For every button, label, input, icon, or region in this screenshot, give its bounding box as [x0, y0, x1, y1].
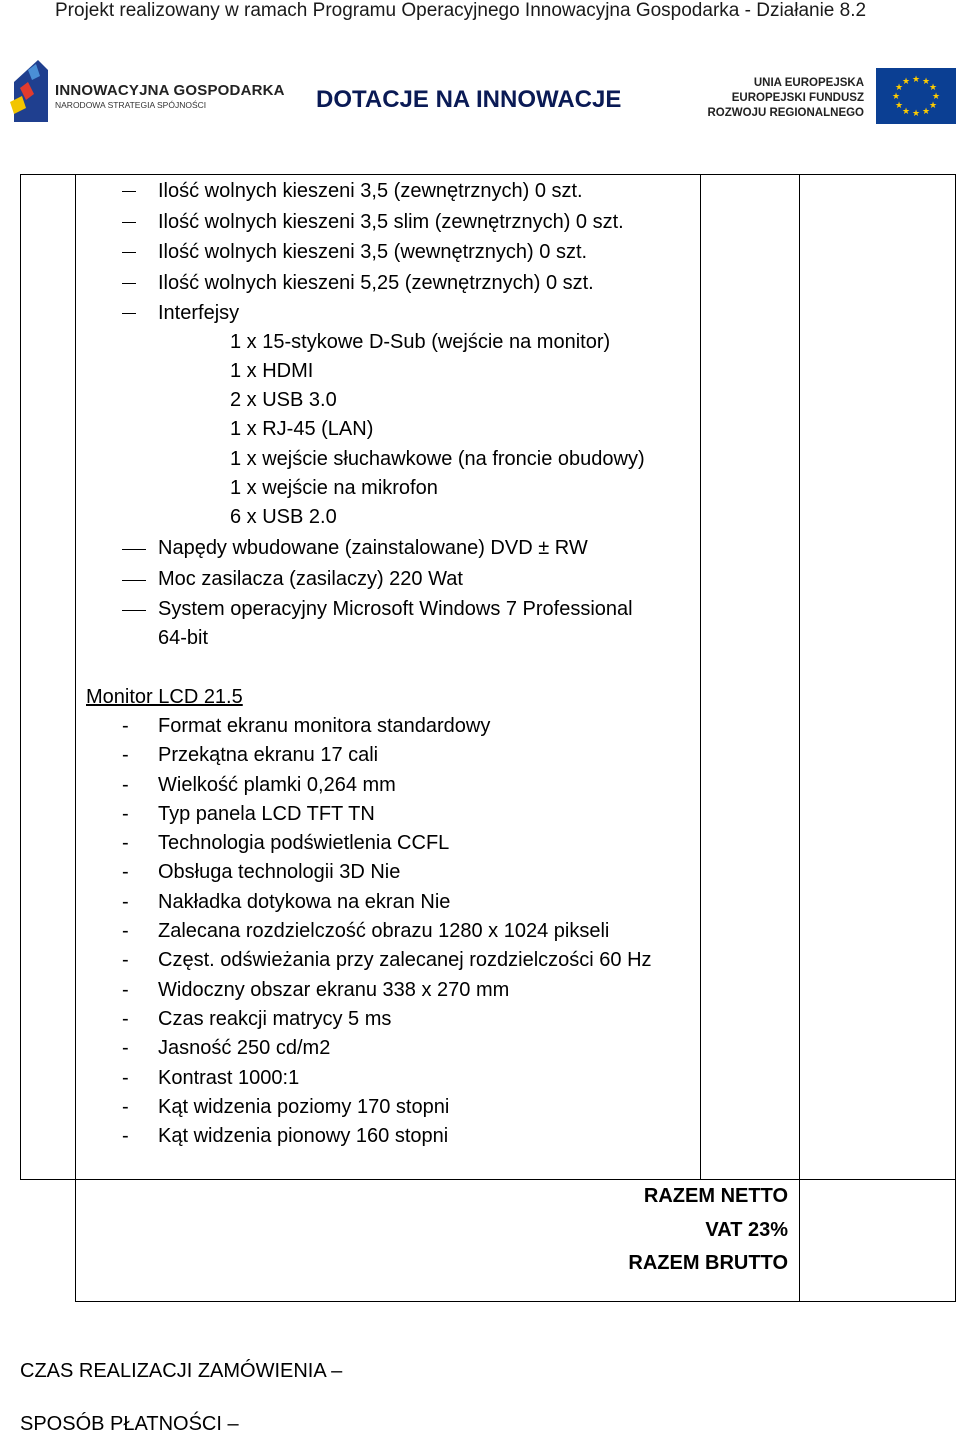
interface-item: 1 x HDMI: [230, 360, 314, 382]
monitor-item: Technologia podświetlenia CCFL: [158, 832, 450, 854]
interface-item: 1 x RJ-45 (LAN): [230, 418, 374, 440]
monitor-item: Kontrast 1000:1: [158, 1067, 300, 1089]
hyphen-bullet: -: [122, 803, 129, 825]
hyphen-bullet: -: [122, 949, 129, 971]
svg-text:★: ★: [894, 101, 904, 111]
monitor-title: Monitor LCD 21.5: [86, 686, 243, 708]
monitor-item: Przekątna ekranu 17 cali: [158, 744, 379, 766]
hyphen-bullet: -: [122, 861, 129, 883]
hyphen-bullet: -: [122, 891, 129, 913]
hyphen-bullet: -: [122, 774, 129, 796]
hyphen-bullet: -: [122, 1096, 129, 1118]
monitor-item: Kąt widzenia poziomy 170 stopni: [158, 1096, 450, 1118]
hyphen-bullet: -: [122, 715, 129, 737]
svg-text:★: ★: [911, 109, 921, 119]
table-row-divider: [20, 1179, 956, 1180]
table-col-divider-3: [799, 174, 800, 1302]
interface-item: 6 x USB 2.0: [230, 506, 337, 528]
svg-text:★: ★: [911, 75, 921, 85]
hyphen-bullet: -: [122, 1008, 129, 1030]
list-item: System operacyjny Microsoft Windows 7 Professional: [158, 598, 633, 620]
monitor-item: Kąt widzenia pionowy 160 stopni: [158, 1125, 449, 1147]
list-item: Interfejsy: [158, 302, 240, 324]
table-col-divider-1: [75, 174, 76, 1302]
total-brutto-label: RAZEM BRUTTO: [628, 1252, 788, 1274]
monitor-item: Typ panela LCD TFT TN: [158, 803, 375, 825]
program-header-line: Projekt realizowany w ramach Programu Operacyjnego Innowacyjna Gospodarka - Działanie 8.2: [55, 0, 867, 21]
left-logo-title: INNOWACYJNA GOSPODARKA: [55, 82, 285, 99]
table-top-border: [20, 174, 956, 175]
hyphen-bullet: -: [122, 979, 129, 1001]
list-item: Ilość wolnych kieszeni 3,5 (wewnętrznych) 0 szt.: [158, 241, 588, 263]
table-right-border: [955, 174, 956, 1302]
left-logo-subtitle: NARODOWA STRATEGIA SPÓJNOŚCI: [55, 100, 207, 110]
total-netto-label: RAZEM NETTO: [643, 1185, 788, 1207]
hyphen-bullet: -: [122, 1037, 129, 1059]
list-item: Ilość wolnych kieszeni 3,5 slim (zewnętrznych) 0 szt.: [158, 211, 624, 233]
svg-text:★: ★: [928, 83, 938, 93]
payment-method-label: SPOSÓB PŁATNOŚCI –: [20, 1413, 239, 1435]
table-col-divider-2: [700, 174, 701, 1180]
interface-item: 1 x wejście słuchawkowe (na froncie obudowy): [230, 448, 645, 470]
monitor-item: Widoczny obszar ekranu 338 x 270 mm: [158, 979, 510, 1001]
hyphen-bullet: -: [122, 744, 129, 766]
hyphen-bullet: -: [122, 1125, 129, 1147]
interface-item: 1 x 15-stykowe D-Sub (wejście na monitor): [230, 331, 611, 353]
vat-label: VAT 23%: [705, 1219, 788, 1241]
list-item-continuation: 64-bit: [158, 627, 209, 649]
monitor-item: Format ekranu monitora standardowy: [158, 715, 491, 737]
hyphen-bullet: -: [122, 832, 129, 854]
svg-text:★: ★: [894, 83, 904, 93]
list-item: Napędy wbudowane (zainstalowane) DVD ± RW: [158, 537, 588, 559]
dash-bullet: [122, 191, 136, 192]
eu-line-1: UNIA EUROPEJSKA: [753, 77, 864, 89]
list-item: Ilość wolnych kieszeni 3,5 (zewnętrznych) 0 szt.: [158, 180, 583, 202]
hyphen-bullet: -: [122, 920, 129, 942]
interface-item: 1 x wejście na mikrofon: [230, 477, 438, 499]
svg-text:★: ★: [901, 107, 911, 117]
eu-line-2: EUROPEJSKI FUNDUSZ: [731, 92, 864, 104]
eu-flag-icon: [876, 68, 956, 124]
center-title: DOTACJE NA INNOWACJE: [316, 86, 622, 113]
dash-bullet: [122, 283, 136, 284]
monitor-item: Czas reakcji matrycy 5 ms: [158, 1008, 392, 1030]
delivery-time-label: CZAS REALIZACJI ZAMÓWIENIA –: [20, 1360, 343, 1382]
svg-text:★: ★: [921, 107, 931, 117]
dash-bullet: [122, 222, 136, 223]
dash-bullet: [122, 580, 146, 581]
table-left-border: [20, 174, 21, 1180]
list-item: Moc zasilacza (zasilaczy) 220 Wat: [158, 568, 463, 590]
svg-text:★: ★: [928, 101, 938, 111]
monitor-item: Częst. odświeżania przy zalecanej rozdzielczości 60 Hz: [158, 949, 652, 971]
svg-text:★: ★: [891, 92, 901, 102]
eu-text: [707, 76, 864, 121]
list-item: Ilość wolnych kieszeni 5,25 (zewnętrznych) 0 szt.: [158, 272, 594, 294]
dash-bullet: [122, 313, 136, 314]
svg-text:★: ★: [901, 77, 911, 87]
dash-bullet: [122, 549, 146, 550]
svg-text:★: ★: [931, 92, 941, 102]
monitor-item: Obsługa technologii 3D Nie: [158, 861, 401, 883]
interface-item: 2 x USB 3.0: [230, 389, 337, 411]
hyphen-bullet: -: [122, 1067, 129, 1089]
dash-bullet: [122, 610, 146, 611]
monitor-item: Jasność 250 cd/m2: [158, 1037, 331, 1059]
svg-text:★: ★: [921, 77, 931, 87]
monitor-item: Zalecana rozdzielczość obrazu 1280 x 1024 pikseli: [158, 920, 610, 942]
table-bottom-border: [75, 1301, 956, 1302]
monitor-item: Nakładka dotykowa na ekran Nie: [158, 891, 451, 913]
eu-line-3: ROZWOJU REGIONALNEGO: [707, 107, 864, 119]
dash-bullet: [122, 252, 136, 253]
monitor-item: Wielkość plamki 0,264 mm: [158, 774, 396, 796]
innowacyjna-gospodarka-logo-icon: [8, 60, 52, 124]
